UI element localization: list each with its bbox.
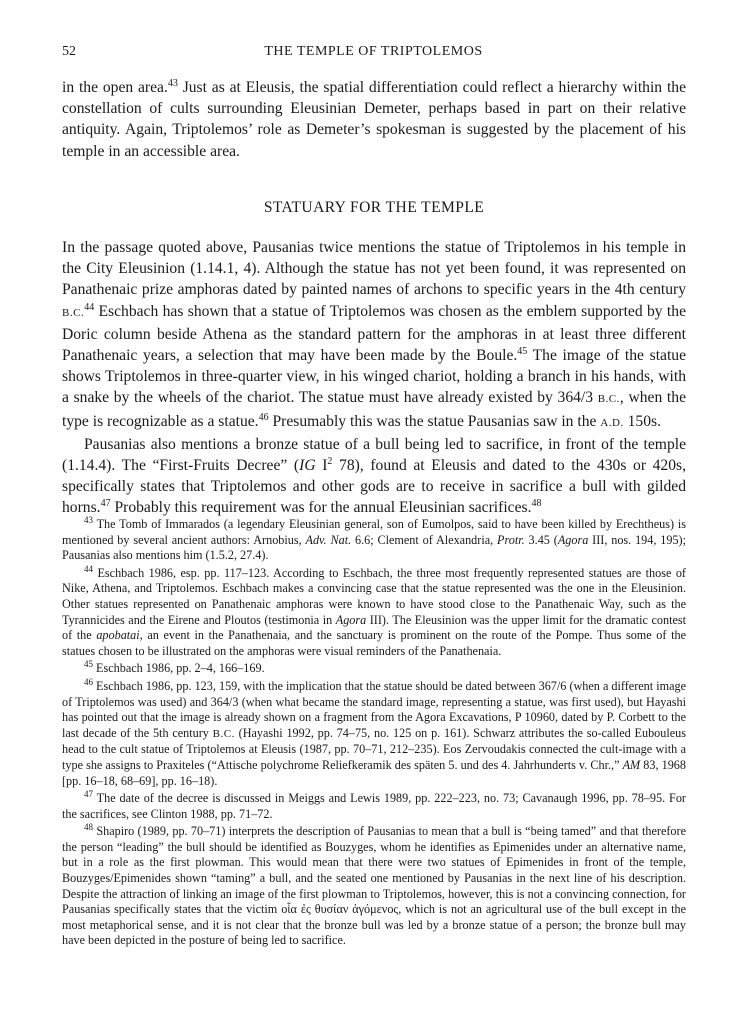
footnote-ref[interactable]: 48	[531, 498, 542, 510]
footnote-45: $^{45}$ Eschbach 1986, pp. 2–4, 166–169.	[84, 659, 265, 676]
footnotes	[62, 514, 686, 951]
footnote-ref[interactable]: 46	[258, 411, 269, 423]
paragraph-bull: Pausanias also mentions a bronze statue of a bull being led to sacrifice, in front of the temple (1.14.4). The “First-Fruits Decree” (IG $I^2$ 78), found at Eleusis and dated to the 430s or 420s, specifically states that Triptolemos and other gods are to receive in sacrifice a bull with gilded horns.$^{47}$ Probably this requirement was for the annual Eleusinian sacrifices.$^{48}$	[62, 435, 686, 517]
footnote-48: $^{48}$ Shapiro (1989, pp. 70–71) interprets the description of Pausanias to mean that a bull is “being tamed” and that therefore the person “leading” the bull should be identified as Bouzyges, whom he identifies as Epimenides under an alternative name, but in a role as the first plowman. This would mean that there were two statues of Epimenides in front of the temple, Bouzyges/Epimenides shown “taming” a bull, and the seated one mentioned by Pausanias in the next line of his description. Despite the attraction of linking an image of the first plowman to Triptolemos, however, this is not a convincing connection, for Pausanias specifically states that the victim οἷα ἐς θυσίαν ἀγόμενος, which is not an agricultural use of the bull except in the most metaphorical sense, and it is not clear that the bronze bull was led by a bronze statue of a person; the bronze bull may have been depicted in the posture of being led to sacrifice.	[62, 822, 686, 948]
footnote-ref[interactable]: 45	[517, 345, 528, 357]
footnote-47: $^{47}$ The date of the decree is discussed in Meiggs and Lewis 1989, pp. 222–223, no. 73; Cavanaugh 1996, pp. 78–95. For the sacrifices, see Clinton 1988, pp. 71–72.	[62, 789, 686, 821]
page-header	[62, 44, 685, 64]
page-number: 52	[62, 44, 76, 59]
section-body	[62, 237, 686, 519]
section-heading: STATUARY FOR THE TEMPLE	[263, 199, 485, 216]
footnote-ref[interactable]: 47	[100, 498, 111, 510]
footnote-46: $^{46}$ Eschbach 1986, pp. 123, 159, with the implication that the statue should be dated between 367/6 (when a different image of Triptolemos was used) and 364/3 (when what became the standard image, representing a statue, was first used), but Hayashi has pointed out that the image is already shown on a fragment from the Agora Excavations, P 10960, dated by P. Corbett to the last decade of the 5th century B.C. (Hayashi 1992, pp. 74–75, no. 125 on p. 161). Schwarz attributes the so-called Eubouleus head to the cult statue of Triptolemos at Eleusis (1987, pp. 70–71, 212–235). Eos Zervoudakis connected the cult-image with a type she assigns to Praxiteles (“Attische polychrome Reliefkeramik des späten 5. und des 4. Jahrhunderts v. Chr.,” AM 83, 1968 [pp. 16–18, 68–69], pp. 16–18).	[62, 676, 686, 788]
footnote-44: $^{44}$ Eschbach 1986, esp. pp. 117–123. According to Eschbach, the three most frequently represented statues are those of Nike, Athena, and Triptolemos. Eschbach makes a convincing case that the statue represented was the one in the Eleusinion. Other statues represented on Panathenaic amphoras were known to have stood close to the Panathenaic Way, such as the Tyrannicides and the Eirene and Ploutos (testimonia in Agora III). The Eleusinion was the upper limit for the dramatic contest of the apobatai, an event in the Panathenaia, and the sanctuary is prominent on the route of the Pompe. Thus some of the statues chosen to be illustrated on the amphoras were visual reminders of the Panathenaia.	[62, 563, 686, 658]
footnote-43: $^{43}$ The Tomb of Immarados (a legendary Eleusinian general, son of Eumolpos, said to have been killed by Erechtheus) is mentioned by several ancient authors: Arnobius, Adv. Nat. 6.6; Clement of Alexandria, Protr. 3.45 (Agora III, nos. 194, 195); Pausanias also mentions him (1.5.2, 27.4).	[62, 514, 686, 563]
footnote-ref[interactable]: 44	[84, 301, 95, 313]
paragraph-statue: In the passage quoted above, Pausanias twice mentions the statue of Triptolemos in his temple in the City Eleusinion (1.14.1, 4). Although the statue has not yet been found, it was represented on Panathenaic prize amphoras dated by painted names of archons to specific years in the 4th century B.C.$^{44}$ Eschbach has shown that a statue of Triptolemos was chosen as the emblem supported by the Doric column beside Athena as the standard pattern for the amphoras in at least three different Panathenaic years, a selection that may have been made by the Boule.$^{45}$ The image of the statue shows Triptolemos in three-quarter view, in his winged chariot, holding a branch in his hands, with a snake by the wheels of the chariot. The statue must have already existed by 364/3 B.C., when the type is recognizable as a statue.$^{46}$ Presumably this was the statue Pausanias saw in the A.D. 150s.	[62, 239, 686, 430]
running-title: THE TEMPLE OF TRIPTOLEMOS	[264, 44, 483, 59]
intro-paragraph: in the open area.$^{43}$ Just as at Eleusis, the spatial differentiation could reflect a hierarchy within the constellation of cults surrounding Eleusinian Demeter, perhaps based in part on their relative antiquity. Again, Triptolemos’ role as Demeter’s spokesman is suggested by the placement of his temple in an accessible area.	[62, 77, 686, 160]
footnote-ref[interactable]: 43	[167, 77, 178, 89]
